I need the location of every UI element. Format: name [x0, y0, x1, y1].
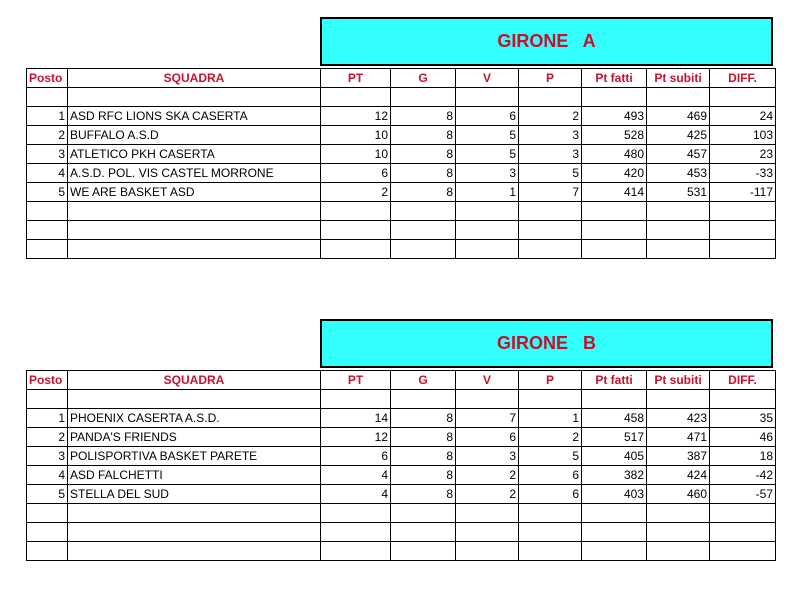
empty-cell [456, 202, 519, 221]
pt-subiti-cell: 453 [647, 164, 710, 183]
group-title-box [320, 319, 773, 368]
empty-cell [710, 240, 776, 259]
empty-cell [582, 523, 647, 542]
empty-cell [391, 523, 456, 542]
diff-cell: 35 [710, 409, 776, 428]
empty-cell [710, 390, 776, 409]
g-cell: 8 [391, 126, 456, 145]
empty-cell [68, 390, 321, 409]
v-cell: 3 [456, 447, 519, 466]
posto-cell: 3 [27, 447, 68, 466]
empty-cell [519, 88, 582, 107]
empty-cell [27, 390, 68, 409]
group-title-box [320, 17, 773, 66]
empty-cell [647, 542, 710, 561]
table-row [27, 126, 776, 145]
v-cell: 3 [456, 164, 519, 183]
empty-cell [456, 390, 519, 409]
g-cell: 8 [391, 183, 456, 202]
table-row [27, 447, 776, 466]
empty-cell [68, 202, 321, 221]
empty-cell [582, 390, 647, 409]
p-cell: 6 [519, 466, 582, 485]
empty-row [27, 523, 776, 542]
pt-cell: 10 [321, 126, 391, 145]
p-cell: 3 [519, 126, 582, 145]
g-cell: 8 [391, 428, 456, 447]
group-title: GIRONE B [496, 333, 596, 353]
empty-cell [647, 221, 710, 240]
diff-cell: -57 [710, 485, 776, 504]
empty-cell [710, 504, 776, 523]
empty-row [27, 240, 776, 259]
posto-cell: 1 [27, 107, 68, 126]
empty-cell [582, 240, 647, 259]
empty-cell [647, 202, 710, 221]
pt-cell: 12 [321, 428, 391, 447]
empty-row [27, 202, 776, 221]
pt-cell: 10 [321, 145, 391, 164]
diff-cell: 103 [710, 126, 776, 145]
col-header-p: P [519, 371, 582, 390]
pt-fatti-cell: 517 [582, 428, 647, 447]
team-name-cell: WE ARE BASKET ASD [68, 183, 321, 202]
empty-cell [647, 390, 710, 409]
diff-cell: -33 [710, 164, 776, 183]
empty-cell [582, 221, 647, 240]
empty-cell [519, 221, 582, 240]
empty-cell [321, 523, 391, 542]
empty-cell [27, 542, 68, 561]
pt-fatti-cell: 480 [582, 145, 647, 164]
table-row [27, 107, 776, 126]
pt-subiti-cell: 469 [647, 107, 710, 126]
g-cell: 8 [391, 107, 456, 126]
empty-cell [710, 523, 776, 542]
pt-fatti-cell: 405 [582, 447, 647, 466]
team-name-cell: ATLETICO PKH CASERTA [68, 145, 321, 164]
empty-cell [68, 240, 321, 259]
table-row [27, 409, 776, 428]
p-cell: 2 [519, 428, 582, 447]
empty-cell [321, 390, 391, 409]
header-row [27, 69, 776, 88]
pt-subiti-cell: 424 [647, 466, 710, 485]
empty-cell [456, 504, 519, 523]
empty-row [27, 390, 776, 409]
empty-cell [391, 390, 456, 409]
col-header-squadra: SQUADRA [68, 371, 321, 390]
table-row [27, 428, 776, 447]
col-header-posto: Posto [27, 371, 68, 390]
team-name-cell: A.S.D. POL. VIS CASTEL MORRONE [68, 164, 321, 183]
col-header-v: V [456, 69, 519, 88]
pt-cell: 2 [321, 183, 391, 202]
p-cell: 6 [519, 485, 582, 504]
posto-cell: 5 [27, 485, 68, 504]
empty-cell [519, 523, 582, 542]
col-header-g: G [391, 69, 456, 88]
empty-cell [647, 88, 710, 107]
empty-cell [391, 542, 456, 561]
empty-cell [456, 221, 519, 240]
empty-cell [27, 202, 68, 221]
table-row [27, 485, 776, 504]
empty-cell [391, 240, 456, 259]
pt-cell: 14 [321, 409, 391, 428]
pt-cell: 6 [321, 447, 391, 466]
table-row [27, 164, 776, 183]
team-name-cell: STELLA DEL SUD [68, 485, 321, 504]
pt-fatti-cell: 528 [582, 126, 647, 145]
g-cell: 8 [391, 409, 456, 428]
p-cell: 1 [519, 409, 582, 428]
diff-cell: 24 [710, 107, 776, 126]
table-row [27, 145, 776, 164]
empty-row [27, 542, 776, 561]
empty-cell [68, 88, 321, 107]
p-cell: 7 [519, 183, 582, 202]
col-header-diff: DIFF. [710, 371, 776, 390]
pt-fatti-cell: 403 [582, 485, 647, 504]
table-row [27, 183, 776, 202]
team-name-cell: PHOENIX CASERTA A.S.D. [68, 409, 321, 428]
pt-cell: 12 [321, 107, 391, 126]
col-header-pt-fatti: Pt fatti [582, 371, 647, 390]
empty-cell [391, 88, 456, 107]
col-header-v: V [456, 371, 519, 390]
pt-cell: 4 [321, 485, 391, 504]
p-cell: 3 [519, 145, 582, 164]
empty-cell [647, 240, 710, 259]
team-name-cell: BUFFALO A.S.D [68, 126, 321, 145]
col-header-pt: PT [321, 371, 391, 390]
diff-cell: 46 [710, 428, 776, 447]
empty-row [27, 504, 776, 523]
col-header-pt: PT [321, 69, 391, 88]
empty-row [27, 221, 776, 240]
v-cell: 1 [456, 183, 519, 202]
empty-cell [582, 202, 647, 221]
empty-cell [519, 240, 582, 259]
empty-cell [391, 221, 456, 240]
empty-cell [321, 240, 391, 259]
g-cell: 8 [391, 447, 456, 466]
posto-cell: 2 [27, 126, 68, 145]
empty-cell [321, 542, 391, 561]
pt-subiti-cell: 423 [647, 409, 710, 428]
pt-subiti-cell: 457 [647, 145, 710, 164]
empty-cell [68, 221, 321, 240]
empty-cell [68, 504, 321, 523]
empty-row [27, 88, 776, 107]
empty-cell [321, 221, 391, 240]
v-cell: 5 [456, 126, 519, 145]
standings-table [26, 370, 776, 561]
pt-subiti-cell: 531 [647, 183, 710, 202]
diff-cell: 18 [710, 447, 776, 466]
g-cell: 8 [391, 145, 456, 164]
v-cell: 2 [456, 485, 519, 504]
pt-fatti-cell: 493 [582, 107, 647, 126]
col-header-pt-subiti: Pt subiti [647, 69, 710, 88]
v-cell: 2 [456, 466, 519, 485]
empty-cell [710, 88, 776, 107]
empty-cell [582, 504, 647, 523]
team-name-cell: PANDA'S FRIENDS [68, 428, 321, 447]
empty-cell [647, 523, 710, 542]
empty-cell [582, 542, 647, 561]
empty-cell [27, 88, 68, 107]
posto-cell: 2 [27, 428, 68, 447]
empty-cell [519, 202, 582, 221]
posto-cell: 4 [27, 164, 68, 183]
empty-cell [710, 221, 776, 240]
diff-cell: 23 [710, 145, 776, 164]
empty-cell [519, 504, 582, 523]
empty-cell [519, 390, 582, 409]
standings-table [26, 68, 776, 259]
empty-cell [456, 240, 519, 259]
empty-cell [582, 88, 647, 107]
group-title: GIRONE A [497, 31, 596, 51]
empty-cell [68, 542, 321, 561]
g-cell: 8 [391, 164, 456, 183]
empty-cell [27, 221, 68, 240]
empty-cell [321, 88, 391, 107]
empty-cell [27, 523, 68, 542]
pt-subiti-cell: 460 [647, 485, 710, 504]
empty-cell [710, 542, 776, 561]
p-cell: 5 [519, 447, 582, 466]
v-cell: 5 [456, 145, 519, 164]
empty-cell [391, 202, 456, 221]
col-header-pt-fatti: Pt fatti [582, 69, 647, 88]
header-row [27, 371, 776, 390]
col-header-posto: Posto [27, 69, 68, 88]
col-header-g: G [391, 371, 456, 390]
pt-fatti-cell: 420 [582, 164, 647, 183]
diff-cell: -42 [710, 466, 776, 485]
pt-fatti-cell: 458 [582, 409, 647, 428]
pt-fatti-cell: 382 [582, 466, 647, 485]
pt-subiti-cell: 471 [647, 428, 710, 447]
posto-cell: 1 [27, 409, 68, 428]
empty-cell [456, 523, 519, 542]
posto-cell: 5 [27, 183, 68, 202]
pt-subiti-cell: 425 [647, 126, 710, 145]
empty-cell [710, 202, 776, 221]
diff-cell: -117 [710, 183, 776, 202]
p-cell: 5 [519, 164, 582, 183]
empty-cell [647, 504, 710, 523]
empty-cell [456, 88, 519, 107]
v-cell: 6 [456, 107, 519, 126]
col-header-pt-subiti: Pt subiti [647, 371, 710, 390]
col-header-p: P [519, 69, 582, 88]
empty-cell [27, 504, 68, 523]
team-name-cell: POLISPORTIVA BASKET PARETE [68, 447, 321, 466]
pt-fatti-cell: 414 [582, 183, 647, 202]
g-cell: 8 [391, 466, 456, 485]
team-name-cell: ASD RFC LIONS SKA CASERTA [68, 107, 321, 126]
empty-cell [519, 542, 582, 561]
pt-cell: 4 [321, 466, 391, 485]
empty-cell [391, 504, 456, 523]
team-name-cell: ASD FALCHETTI [68, 466, 321, 485]
col-header-diff: DIFF. [710, 69, 776, 88]
empty-cell [456, 542, 519, 561]
pt-cell: 6 [321, 164, 391, 183]
empty-cell [27, 240, 68, 259]
empty-cell [68, 523, 321, 542]
empty-cell [321, 202, 391, 221]
posto-cell: 4 [27, 466, 68, 485]
empty-cell [321, 504, 391, 523]
p-cell: 2 [519, 107, 582, 126]
col-header-squadra: SQUADRA [68, 69, 321, 88]
g-cell: 8 [391, 485, 456, 504]
pt-subiti-cell: 387 [647, 447, 710, 466]
v-cell: 6 [456, 428, 519, 447]
v-cell: 7 [456, 409, 519, 428]
table-row [27, 466, 776, 485]
posto-cell: 3 [27, 145, 68, 164]
